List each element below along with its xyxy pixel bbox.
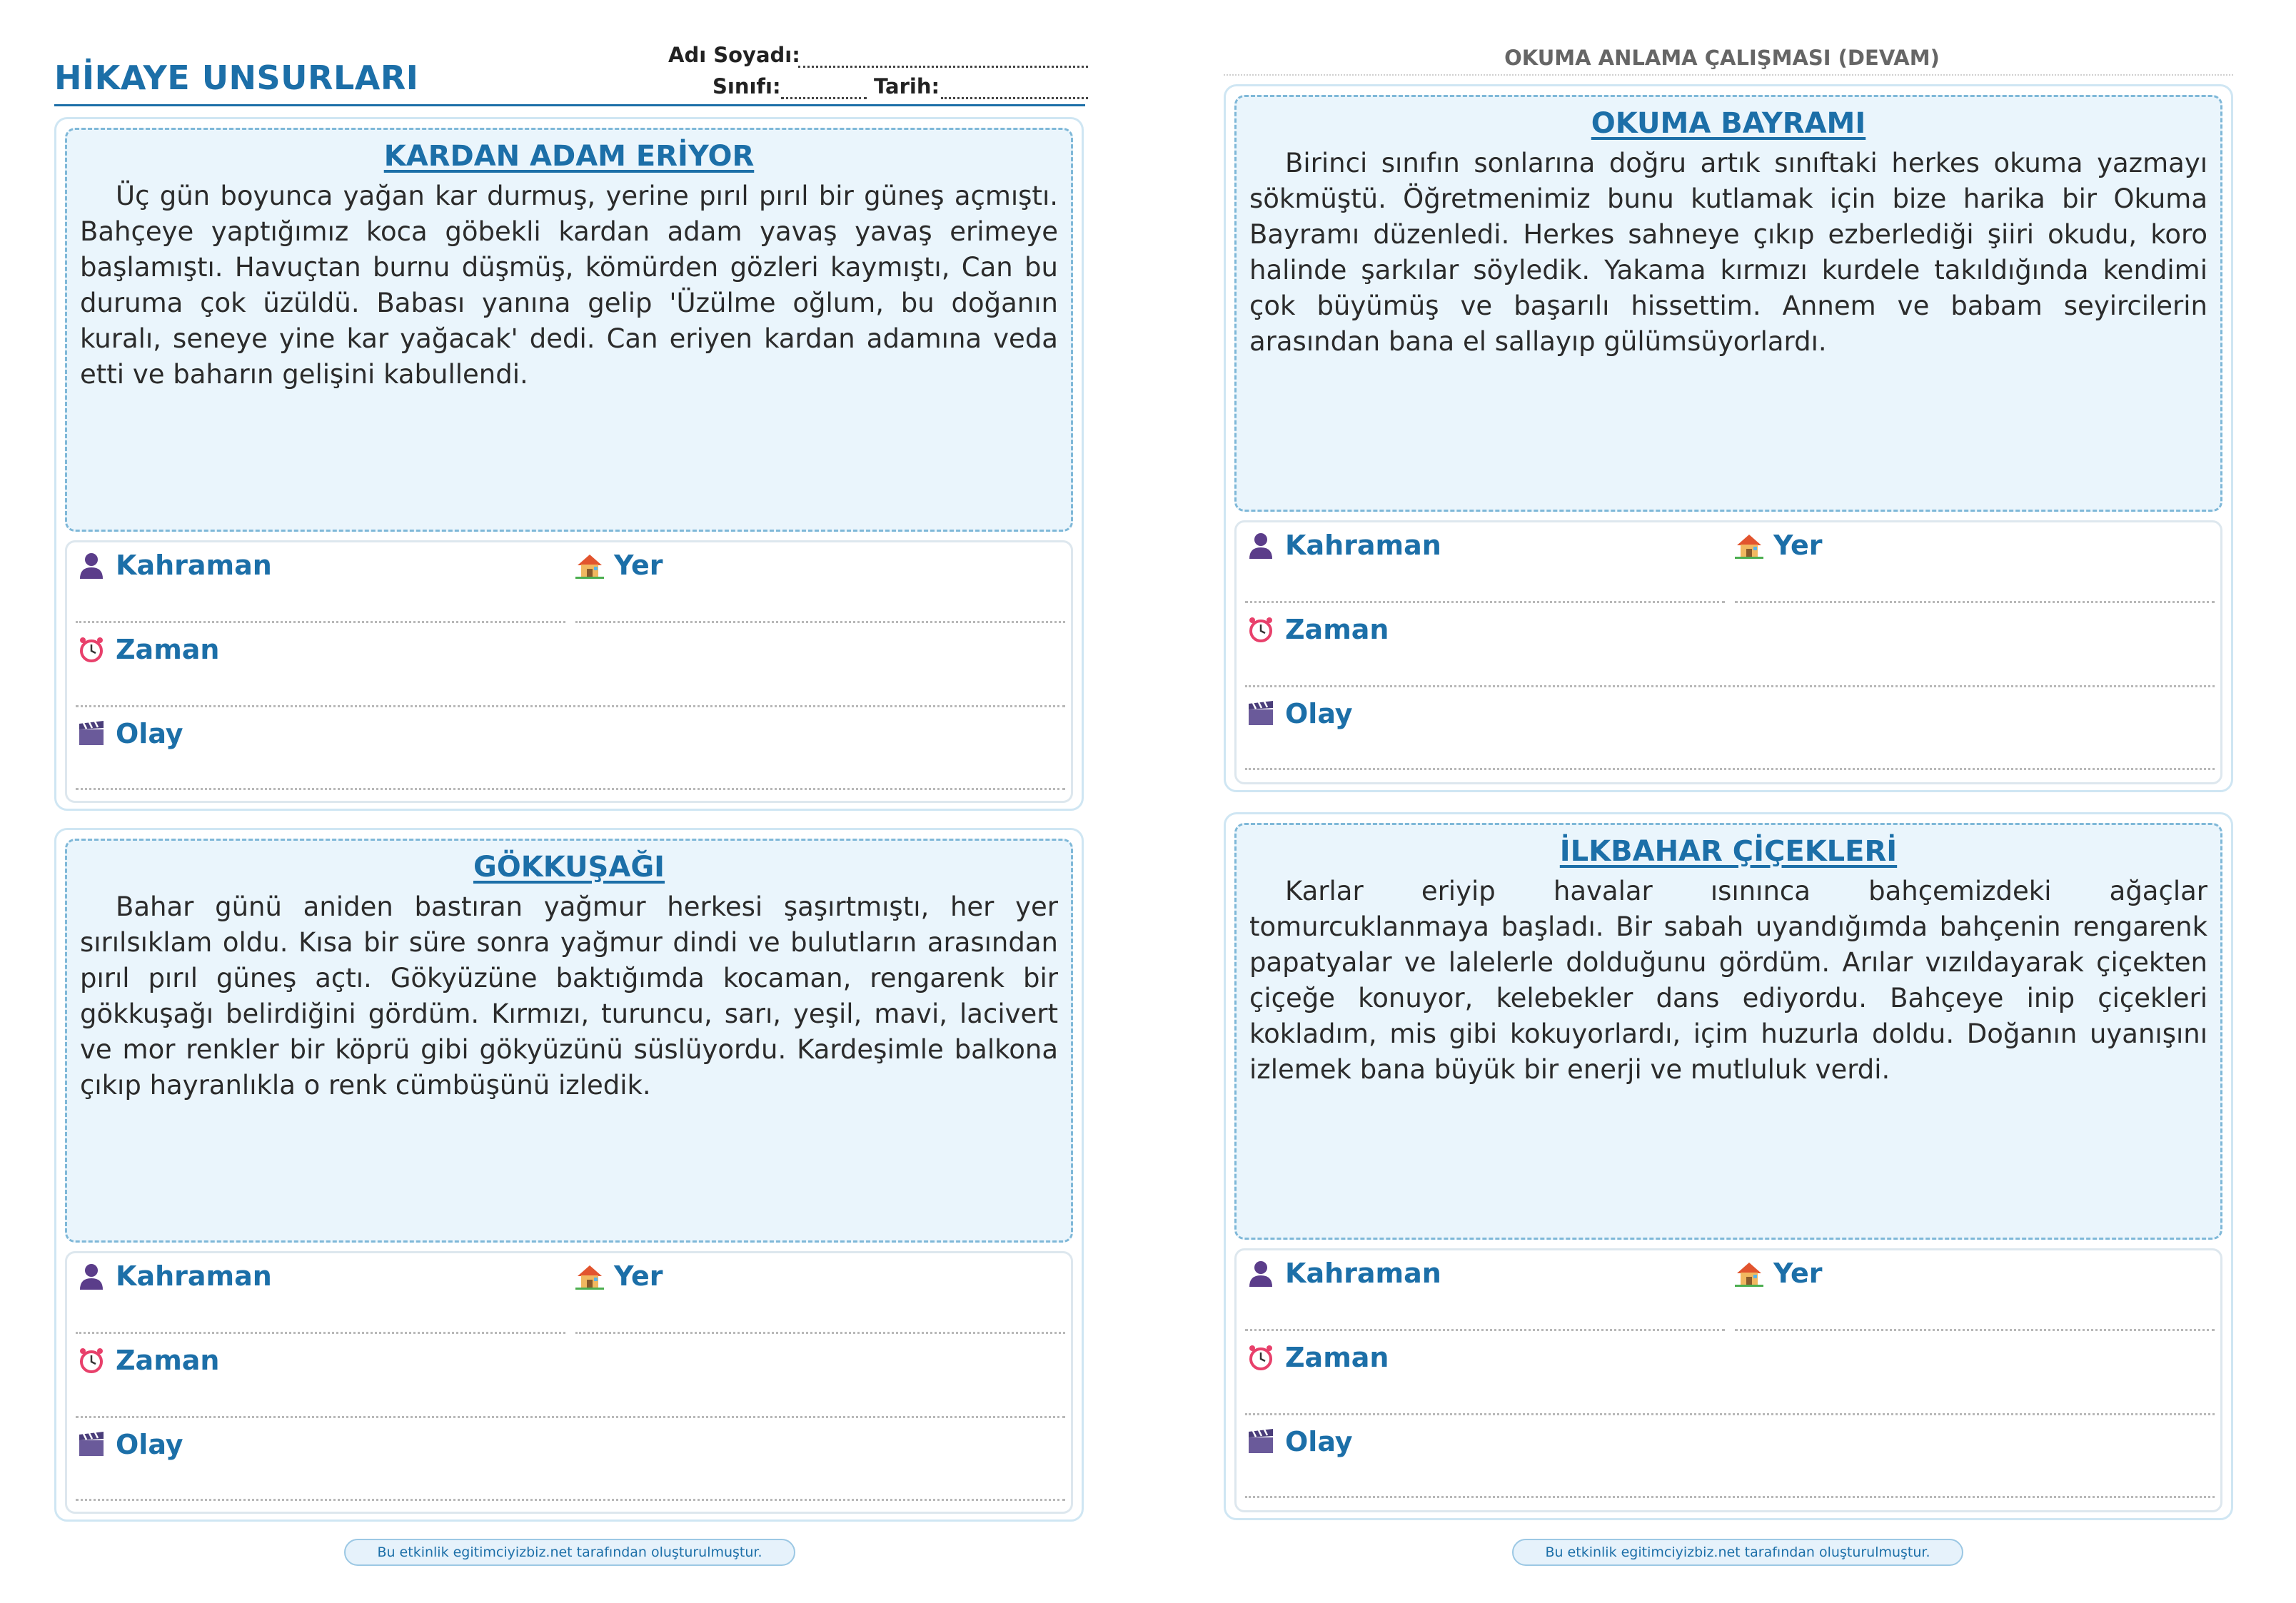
header-divider: [1224, 74, 2233, 76]
place-answer-line[interactable]: [1735, 601, 2215, 603]
place-label: Yer: [1735, 1258, 1823, 1289]
story-card: [54, 117, 1084, 811]
hero-label: Kahraman: [1247, 530, 1441, 561]
hero-label: Kahraman: [77, 550, 272, 581]
date-label: Tarih:: [874, 74, 940, 98]
story-text: Birinci sınıfın sonlarına doğru artık sınıftaki herkes okuma yazmayı sökmüştü. Öğretmenimiz bunu kutlamak için bize harika bir Okuma Bayramı düzenledi. Herkes sahneye çıkıp ezberlediği şiiri okudu, koro halinde şarkılar söyledik. Yakama kırmızı kurdele takıldığında kendimi çok büyümüş ve başarılı hissettim. Annem ve babam seyircilerin arasından bana el sallayıp gülümsüyorlardı.: [1249, 148, 2207, 357]
alarm-clock-icon: [77, 635, 106, 664]
clapper-board-icon: [1247, 1427, 1275, 1456]
event-answer-line[interactable]: [1245, 768, 2215, 770]
time-label: Zaman: [77, 634, 220, 665]
story-box: [1234, 95, 2222, 512]
person-silhouette-icon: [1247, 1259, 1275, 1288]
story-box: [65, 128, 1073, 532]
place-label: Yer: [575, 550, 663, 581]
hero-answer-line[interactable]: [76, 1332, 565, 1334]
event-label: Olay: [1247, 698, 1353, 729]
clapper-board-icon: [77, 1430, 106, 1459]
event-label: Olay: [1247, 1426, 1353, 1457]
time-label: Zaman: [77, 1345, 220, 1376]
time-answer-line[interactable]: [76, 705, 1065, 707]
alarm-clock-icon: [1247, 615, 1275, 644]
event-answer-line[interactable]: [1245, 1496, 2215, 1498]
place-answer-line[interactable]: [575, 621, 1065, 623]
place-label: Yer: [575, 1260, 663, 1292]
house-icon: [575, 1262, 604, 1290]
name-field[interactable]: [798, 66, 1088, 68]
place-label: Yer: [1735, 530, 1823, 561]
continuation-header: OKUMA ANLAMA ÇALIŞMASI (DEVAM): [1504, 46, 1940, 70]
place-answer-line[interactable]: [1735, 1329, 2215, 1331]
place-answer-line[interactable]: [575, 1332, 1065, 1334]
story-elements: [65, 540, 1073, 803]
hero-answer-line[interactable]: [1245, 601, 1725, 603]
house-icon: [1735, 531, 1763, 560]
house-icon: [1735, 1259, 1763, 1288]
name-label: Adı Soyadı:: [668, 43, 800, 67]
house-icon: [575, 551, 604, 580]
hero-label: Kahraman: [1247, 1258, 1441, 1289]
person-silhouette-icon: [77, 1262, 106, 1290]
event-answer-line[interactable]: [76, 1499, 1065, 1501]
class-field[interactable]: [781, 97, 867, 99]
footer-credit: Bu etkinlik egitimciyizbiz.net tarafından oluşturulmuştur.: [1512, 1539, 1963, 1566]
story-elements: [65, 1251, 1073, 1514]
time-answer-line[interactable]: [76, 1416, 1065, 1418]
story-title: OKUMA BAYRAMI: [1591, 107, 1866, 140]
story-title: İLKBAHAR ÇİÇEKLERİ: [1559, 835, 1898, 868]
class-label: Sınıfı:: [713, 74, 781, 98]
story-title: KARDAN ADAM ERİYOR: [383, 140, 755, 173]
time-answer-line[interactable]: [1245, 685, 2215, 687]
page-title: HİKAYE UNSURLARI: [54, 59, 419, 97]
time-answer-line[interactable]: [1245, 1413, 2215, 1415]
story-box: [1234, 823, 2222, 1240]
date-field[interactable]: [941, 97, 1088, 99]
person-silhouette-icon: [77, 551, 106, 580]
hero-answer-line[interactable]: [1245, 1329, 1725, 1331]
hero-label: Kahraman: [77, 1260, 272, 1292]
event-answer-line[interactable]: [76, 788, 1065, 790]
story-box: [65, 839, 1073, 1243]
person-silhouette-icon: [1247, 531, 1275, 560]
header-divider: [54, 104, 1085, 106]
story-card: [54, 828, 1084, 1522]
story-text: Karlar eriyip havalar ısınınca bahçemizdeki ağaçlar tomurcuklanmaya başladı. Bir sabah uyandığımda bahçenin rengarenk papatyalar ve lalelerle dolduğunu gördüm. Arılar vızıldayarak çiçekten çiçeğe konuyor, kelebekler dans ediyordu. Bahçeye inip çiçekleri kokladım, mis gibi kokuyorlardı, içim huzurla doldu. Doğanın uyanışını izlemek bana büyük bir enerji ve mutluluk verdi.: [1249, 876, 2207, 1085]
clapper-board-icon: [1247, 699, 1275, 728]
story-title: GÖKKUŞAĞI: [473, 851, 665, 884]
clapper-board-icon: [77, 719, 106, 748]
footer-credit: Bu etkinlik egitimciyizbiz.net tarafından oluşturulmuştur.: [344, 1539, 795, 1566]
time-label: Zaman: [1247, 1342, 1389, 1373]
right-page: [1148, 0, 2296, 1603]
story-elements: [1234, 1248, 2222, 1512]
story-card: [1224, 812, 2233, 1520]
story-text: Bahar günü aniden bastıran yağmur herkesi şaşırtmıştı, her yer sırılsıklam oldu. Kısa bir süre sonra yağmur dindi ve bulutların arasından pırıl pırıl güneş açtı. Gökyüzüne baktığımda kocaman, rengarenk bir gökkuşağı belirdiğini gördüm. Kırmızı, turuncu, sarı, yeşil, mavi, lacivert ve mor renkler bir köprü gibi gökyüzünü süslüyordu. Kardeşimle balkona çıkıp hayranlıkla o renk cümbüşünü izledik.: [80, 891, 1058, 1101]
alarm-clock-icon: [77, 1346, 106, 1375]
story-text: Üç gün boyunca yağan kar durmuş, yerine pırıl pırıl bir güneş açmıştı. Bahçeye yaptığımız koca göbekli kardan adam yavaş yavaş erimeye başlamıştı. Havuçtan burnu düşmüş, kömürden gözleri kaymıştı, Can bu duruma çok üzüldü. Babası yanına gelip 'Üzülme oğlum, bu doğanın kuralı, seneye yine kar yağacak' dedi. Can eriyen kardan adamına veda etti ve baharın gelişini kabullendi.: [80, 181, 1058, 390]
story-elements: [1234, 520, 2222, 784]
alarm-clock-icon: [1247, 1343, 1275, 1372]
event-label: Olay: [77, 718, 183, 749]
story-card: [1224, 84, 2233, 792]
event-label: Olay: [77, 1429, 183, 1460]
hero-answer-line[interactable]: [76, 621, 565, 623]
time-label: Zaman: [1247, 614, 1389, 645]
